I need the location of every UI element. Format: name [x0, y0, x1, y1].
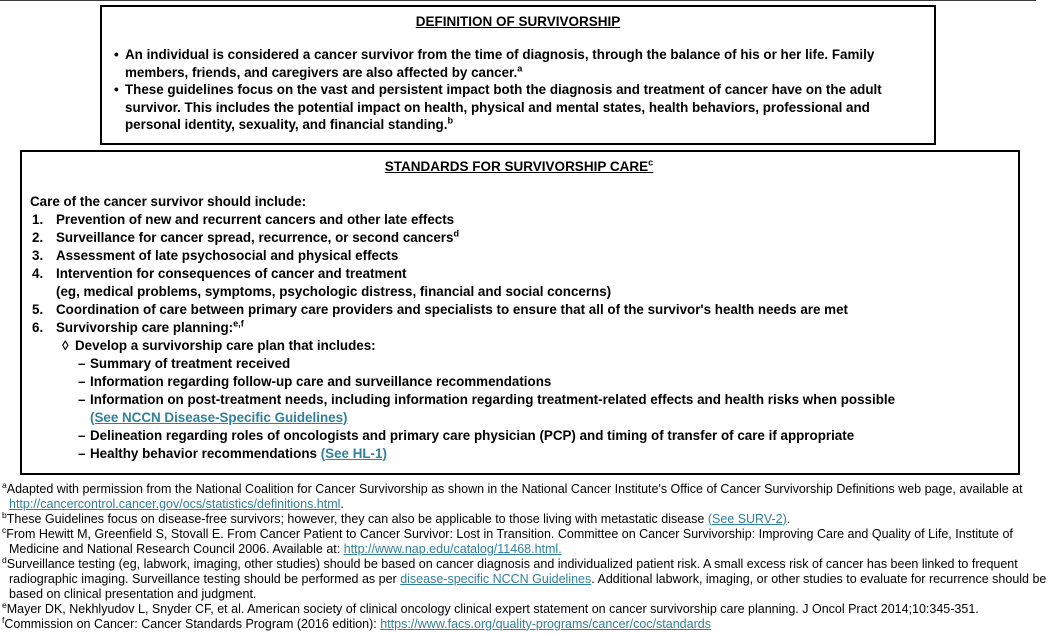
- text-run: Mayer DK, Nekhlyudov L, Snyder CF, et al. American society of clinical oncology clinical expert statement on cancer survivorship care planning. J Oncol Pract 2014;10:345-351.: [6, 601, 979, 616]
- sub-item-lines: [90, 391, 1008, 427]
- superscript: d: [453, 228, 460, 239]
- superscript: b: [447, 115, 454, 126]
- text-run: .: [340, 496, 344, 511]
- item-lines: [56, 265, 1008, 301]
- standards-item: [30, 229, 1008, 247]
- footnote-text: [7, 557, 1047, 601]
- text-line: [90, 355, 1008, 373]
- link[interactable]: disease-specific NCCN Guidelines: [400, 571, 592, 586]
- text-run: Intervention for consequences of cancer and treatment: [56, 265, 407, 281]
- superscript: a: [517, 63, 523, 74]
- dash-icon: –: [78, 355, 86, 371]
- footnote-text: [6, 527, 1013, 556]
- item-number: 2.: [32, 229, 44, 245]
- sub-item-lines: [90, 373, 1008, 391]
- text-run: Surveillance for cancer spread, recurrence, or second cancers: [56, 229, 454, 245]
- standards-item: [30, 211, 1008, 229]
- standards-title-sup: c: [648, 157, 654, 167]
- text-run: Develop a survivorship care plan that includes:: [75, 337, 376, 353]
- item-lines: [56, 301, 1008, 319]
- footnote: [2, 554, 1047, 602]
- dash-icon: –: [78, 391, 86, 407]
- text-run: Surveillance testing (eg, labwork, imaging, other studies) should be based on cancer diagnosis and individualized patient risk. A small excess risk of cancer has been linked to frequent radiographic imaging. Surveillance testing should be performed as per: [6, 556, 1018, 586]
- bullet-text: [125, 81, 922, 134]
- standards-intro: Care of the cancer survivor should include:: [30, 193, 307, 209]
- standards-list: [30, 211, 1008, 463]
- bullet-icon: •: [114, 82, 119, 97]
- link[interactable]: (See NCCN Disease-Specific Guidelines): [90, 409, 348, 425]
- link[interactable]: https://www.facs.org/quality-programs/cancer/coc/standards: [380, 616, 711, 631]
- text-run: These Guidelines focus on disease-free survivors; however, they can also be applicable to those living with metastatic disease: [6, 511, 708, 526]
- text-line: [56, 319, 1008, 337]
- text-line: [56, 247, 1008, 265]
- text-run: Assessment of late psychosocial and physical effects: [56, 247, 399, 263]
- item-number: 5.: [32, 301, 44, 317]
- text-line: [90, 373, 1008, 391]
- dash-icon: –: [78, 427, 86, 443]
- link[interactable]: http://cancercontrol.cancer.gov/ocs/statistics/definitions.html: [9, 496, 341, 511]
- footnote-marker: e: [2, 599, 7, 610]
- text-run: Commission on Cancer: Cancer Standards Program (2016 edition):: [4, 616, 381, 631]
- superscript: e,f: [233, 318, 244, 329]
- text-run: (eg, medical problems, symptoms, psychologic distress, financial and social concerns): [56, 283, 612, 299]
- sub-item-dash: [78, 445, 1008, 463]
- text-line: [56, 211, 1008, 229]
- text-line: [90, 427, 1008, 445]
- standards-item: [30, 301, 1008, 319]
- definition-bullet: [114, 81, 922, 134]
- sub-item-lines: [90, 355, 1008, 373]
- text-line: [90, 445, 1008, 463]
- sub-item-dash: [78, 391, 1008, 427]
- footnote-text: [7, 482, 1023, 511]
- sub-item-lines: [75, 337, 1008, 355]
- text-run: .: [786, 511, 791, 526]
- item-lines: [56, 247, 1008, 265]
- sub-item-diamond: [62, 337, 1008, 355]
- text-run: An individual is considered a cancer survivor from the time of diagnosis, through the balance of his or her life. Family members, friends, and caregivers are also affected by cancer.: [125, 47, 875, 80]
- text-run: Information regarding follow-up care and surveillance recommendations: [90, 373, 552, 389]
- footnote-text: [7, 602, 979, 616]
- footnote: [2, 599, 1047, 617]
- item-number: 1.: [32, 211, 44, 227]
- text-run: . Additional labwork, imaging, or other studies to evaluate for recurrence should be based on clinical presentation and judgment.: [9, 571, 1047, 601]
- footnote-marker: a: [2, 479, 7, 490]
- item-lines: [56, 211, 1008, 229]
- text-line: [90, 391, 1008, 409]
- footnote-text: [7, 512, 791, 526]
- text-run: Summary of treatment received: [90, 355, 291, 371]
- text-line: [56, 265, 1008, 283]
- footnote-marker: c: [2, 524, 7, 535]
- dash-icon: –: [78, 445, 86, 461]
- text-run: From Hewitt M, Greenfield S, Stovall E. From Cancer Patient to Cancer Survivor: Lost in Transition. Committee on Cancer Survivorship: Improving Care and Quality of Life, Institute of Medicine and National Research Council 2006. Available at:: [6, 526, 1013, 556]
- footnote: [2, 509, 1047, 527]
- item-number: 4.: [32, 265, 44, 281]
- text-line: [56, 229, 1008, 247]
- text-run: Survivorship care planning:: [56, 319, 234, 335]
- standards-item: [30, 319, 1008, 337]
- definition-box: [100, 5, 936, 145]
- definition-bullet: [114, 46, 922, 81]
- standards-title: [30, 158, 1008, 176]
- footnotes: [2, 479, 1047, 632]
- definition-title-text: DEFINITION OF SURVIVORSHIP: [415, 14, 621, 29]
- sub-item-dash: [78, 427, 1008, 445]
- standards-box: [20, 150, 1020, 475]
- standards-title-main: STANDARDS FOR SURVIVORSHIP CARE: [384, 158, 649, 174]
- footnote: [2, 524, 1047, 557]
- text-line: [56, 301, 1008, 319]
- link[interactable]: (See SURV-2): [707, 511, 787, 526]
- bullet-icon: •: [114, 47, 119, 62]
- text-run: Healthy behavior recommendations: [90, 445, 321, 461]
- item-number: 6.: [32, 319, 44, 335]
- diamond-icon: ◊: [62, 337, 69, 353]
- item-lines: [56, 319, 1008, 337]
- footnote-marker: f: [2, 614, 5, 625]
- item-lines: [56, 229, 1008, 247]
- footnote-marker: b: [2, 509, 7, 520]
- text-run: Information on post-treatment needs, including information regarding treatment-related effects and health risks when possible: [90, 391, 896, 407]
- standards-body: [30, 158, 1008, 463]
- text-run: Coordination of care between primary care providers and specialists to ensure that all of the survivor's health needs are met: [56, 301, 848, 317]
- top-rule: [0, 0, 1036, 1]
- item-number: 3.: [32, 247, 44, 263]
- standards-item: [30, 265, 1008, 301]
- footnote-text: [4, 617, 711, 631]
- bullet-text: [125, 46, 922, 81]
- text-run: Prevention of new and recurrent cancers and other late effects: [56, 211, 455, 227]
- text-line: [90, 409, 1008, 427]
- text-line: [56, 283, 1008, 301]
- footnote-marker: d: [2, 554, 7, 565]
- sub-item-dash: [78, 355, 1008, 373]
- text-line: [75, 337, 1008, 355]
- sub-item-dash: [78, 373, 1008, 391]
- standards-title-text: [385, 159, 653, 174]
- footnote: [2, 614, 1047, 632]
- standards-item: [30, 247, 1008, 265]
- text-run: Adapted with permission from the National Coalition for Cancer Survivorship as shown in the National Cancer Institute's Office of Cancer Survivorship Definitions web page, available at: [6, 481, 1023, 496]
- link[interactable]: (See HL-1): [320, 445, 387, 461]
- footnote: [2, 479, 1047, 512]
- dash-icon: –: [78, 373, 86, 389]
- link[interactable]: http://www.nap.edu/catalog/11468.html.: [343, 541, 562, 556]
- text-run: These guidelines focus on the vast and persistent impact both the diagnosis and treatment of cancer have on the adult survivor. This includes the potential impact on health, physical and mental states, health behaviors, professional and personal identity, sexuality, and financial standing.: [125, 82, 882, 132]
- definition-bullet-list: [114, 46, 922, 134]
- sub-item-lines: [90, 427, 1008, 445]
- text-run: Delineation regarding roles of oncologists and primary care physician (PCP) and timing of transfer of care if appropriate: [90, 427, 855, 443]
- sub-item-lines: [90, 445, 1008, 463]
- definition-title: [114, 13, 922, 31]
